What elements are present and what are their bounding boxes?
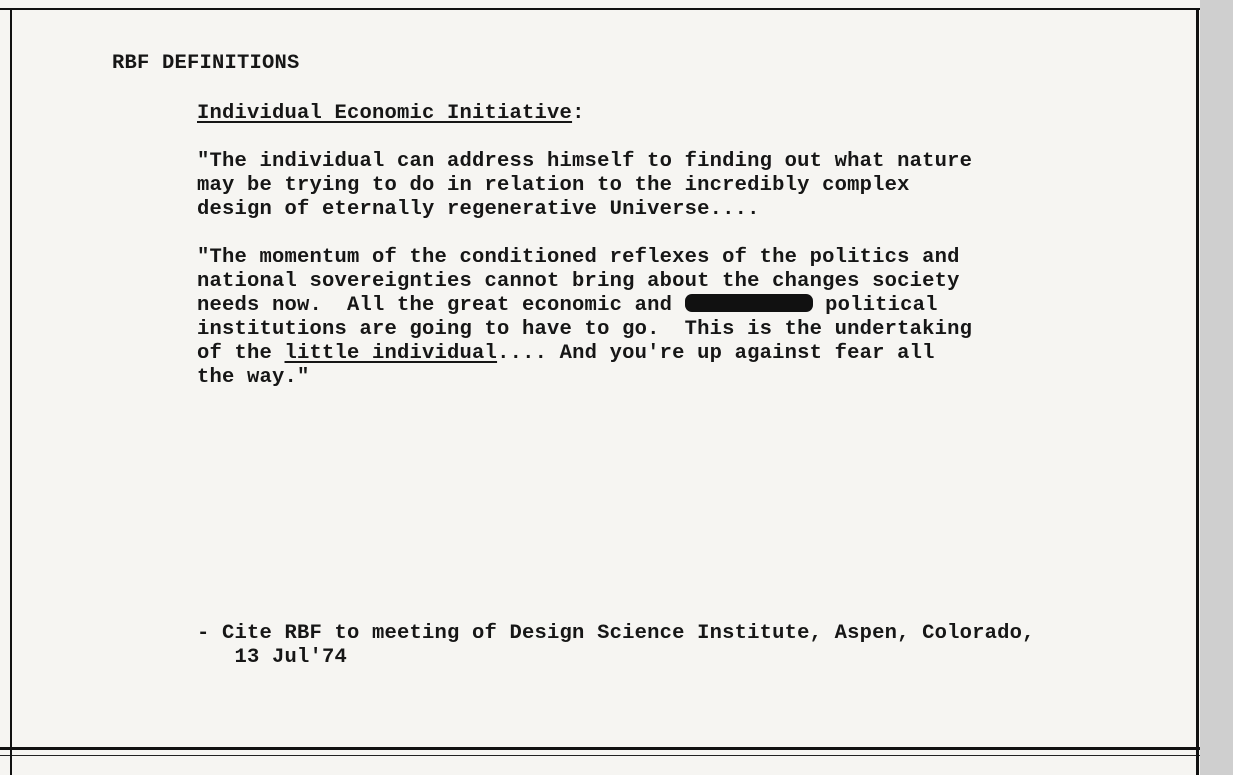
top-border-line bbox=[0, 8, 1200, 10]
document-title: RBF DEFINITIONS bbox=[112, 52, 300, 75]
citation bbox=[197, 622, 1035, 670]
section-heading-text: Individual Economic Initiative bbox=[197, 102, 573, 125]
quote2-line: national sovereignties cannot bring about the changes society bbox=[197, 270, 960, 293]
page-margin-strip bbox=[1200, 0, 1233, 775]
quote-paragraph-2 bbox=[197, 246, 972, 390]
quote1-line: may be trying to do in relation to the incredibly complex bbox=[197, 174, 910, 197]
left-border-line bbox=[10, 8, 12, 775]
quote1-line: "The individual can address himself to finding out what nature bbox=[197, 150, 973, 173]
section-heading bbox=[197, 102, 585, 126]
bottom-border-line bbox=[0, 747, 1200, 750]
quote2-line3-start: needs now. All the great economic and bbox=[197, 294, 685, 317]
section-heading-colon: : bbox=[572, 102, 585, 125]
quote2-line: the way." bbox=[197, 366, 310, 389]
quote-paragraph-1 bbox=[197, 150, 972, 222]
redaction-mark bbox=[685, 294, 813, 312]
quote2-line3-end: political bbox=[812, 294, 938, 317]
citation-line: 13 Jul'74 bbox=[197, 646, 348, 669]
citation-line: - Cite RBF to meeting of Design Science Institute, Aspen, Colorado, bbox=[197, 622, 1035, 645]
quote2-line5-end: .... And you're up against fear all bbox=[497, 342, 935, 365]
bottom-border-line-secondary bbox=[0, 755, 1200, 756]
quote2-line: "The momentum of the conditioned reflexes of the politics and bbox=[197, 246, 960, 269]
right-border-line bbox=[1196, 8, 1199, 775]
quote1-line: design of eternally regenerative Universe.... bbox=[197, 198, 760, 221]
quote2-line5-start: of the bbox=[197, 342, 285, 365]
quote2-line bbox=[197, 294, 972, 318]
underlined-phrase: little individual bbox=[284, 342, 498, 365]
quote2-line: institutions are going to have to go. This is the undertaking bbox=[197, 318, 973, 341]
quote2-line bbox=[197, 342, 972, 366]
